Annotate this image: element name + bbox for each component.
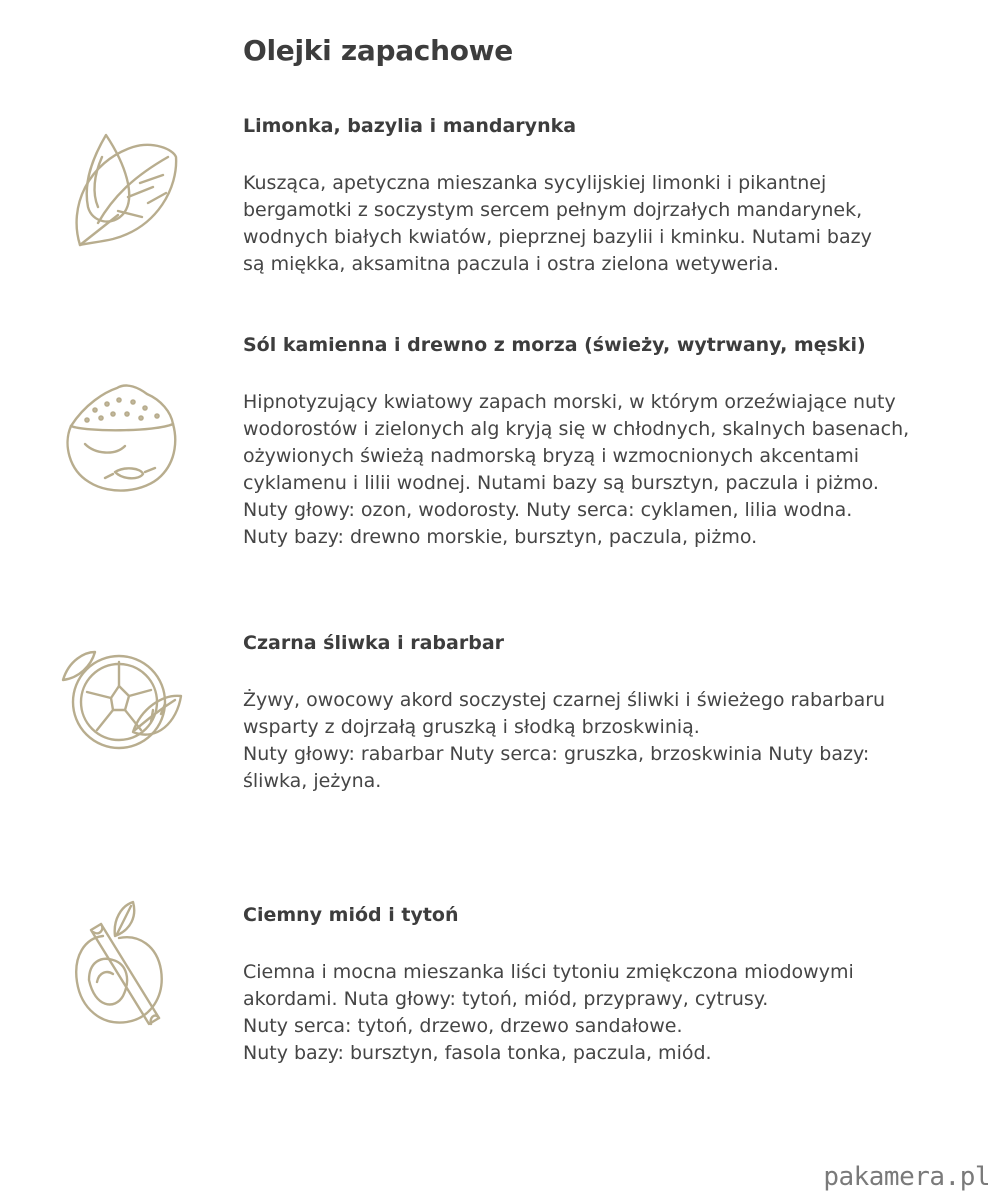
description-line: Kusząca, apetyczna mieszanka sycylijskiej limonki i pikantnej: [243, 172, 827, 194]
description-line: wodorostów i zielonych alg kryją się w chłodnych, skalnych basenach,: [243, 418, 910, 440]
description-line: ożywionych świeżą nadmorską bryzą i wzmocnionych akcentami: [243, 445, 860, 467]
description-line: cyklamenu i lilii wodnej. Nutami bazy są bursztyn, paczula i piżmo.: [243, 472, 879, 494]
salt-bowl-icon: [55, 374, 185, 504]
description-line: wodnych białych kwiatów, pieprznej bazylii i kminku. Nutami bazy: [243, 226, 872, 248]
section-description: [243, 170, 933, 278]
description-line: Nuty bazy: drewno morskie, bursztyn, paczula, piżmo.: [243, 526, 758, 548]
section-heading: Czarna śliwka i rabarbar: [243, 632, 505, 654]
section-heading: Ciemny miód i tytoń: [243, 904, 459, 926]
description-line: są miękka, aksamitna paczula i ostra zielona wetyweria.: [243, 253, 780, 275]
plum-half-icon: [55, 638, 185, 768]
description-line: Nuty serca: tytoń, drzewo, drzewo sandałowe.: [243, 1015, 683, 1037]
description-line: bergamotki z soczystym sercem pełnym dojrzałych mandarynek,: [243, 199, 863, 221]
description-line: akordami. Nuta głowy: tytoń, miód, przyprawy, cytrusy.: [243, 988, 769, 1010]
description-line: wsparty z dojrzałą gruszką i słodką brzoskwinią.: [243, 716, 700, 738]
description-line: Nuty głowy: rabarbar Nuty serca: gruszka, brzoskwinia Nuty bazy:: [243, 743, 870, 765]
description-line: śliwka, jeżyna.: [243, 770, 382, 792]
watermark: pakamera.pl: [823, 1162, 990, 1192]
description-line: Nuty głowy: ozon, wodorosty. Nuty serca: cyklamen, lilia wodna.: [243, 499, 853, 521]
description-line: Hipnotyzujący kwiatowy zapach morski, w którym orzeźwiające nuty: [243, 391, 896, 413]
page-title: Olejki zapachowe: [243, 34, 513, 67]
section-description: [243, 959, 933, 1067]
section-heading: Sól kamienna i drewno z morza (świeży, wytrwany, męski): [243, 334, 866, 356]
section-description: [243, 389, 933, 551]
leaf-drop-icon: [58, 127, 188, 257]
description-line: Nuty bazy: bursztyn, fasola tonka, paczula, miód.: [243, 1042, 712, 1064]
description-line: Ciemna i mocna mieszanka liści tytoniu zmiękczona miodowymi: [243, 961, 854, 983]
fruit-cinnamon-icon: [55, 900, 185, 1030]
section-heading: Limonka, bazylia i mandarynka: [243, 115, 577, 137]
description-line: Żywy, owocowy akord soczystej czarnej śliwki i świeżego rabarbaru: [243, 689, 886, 711]
section-description: [243, 687, 933, 795]
